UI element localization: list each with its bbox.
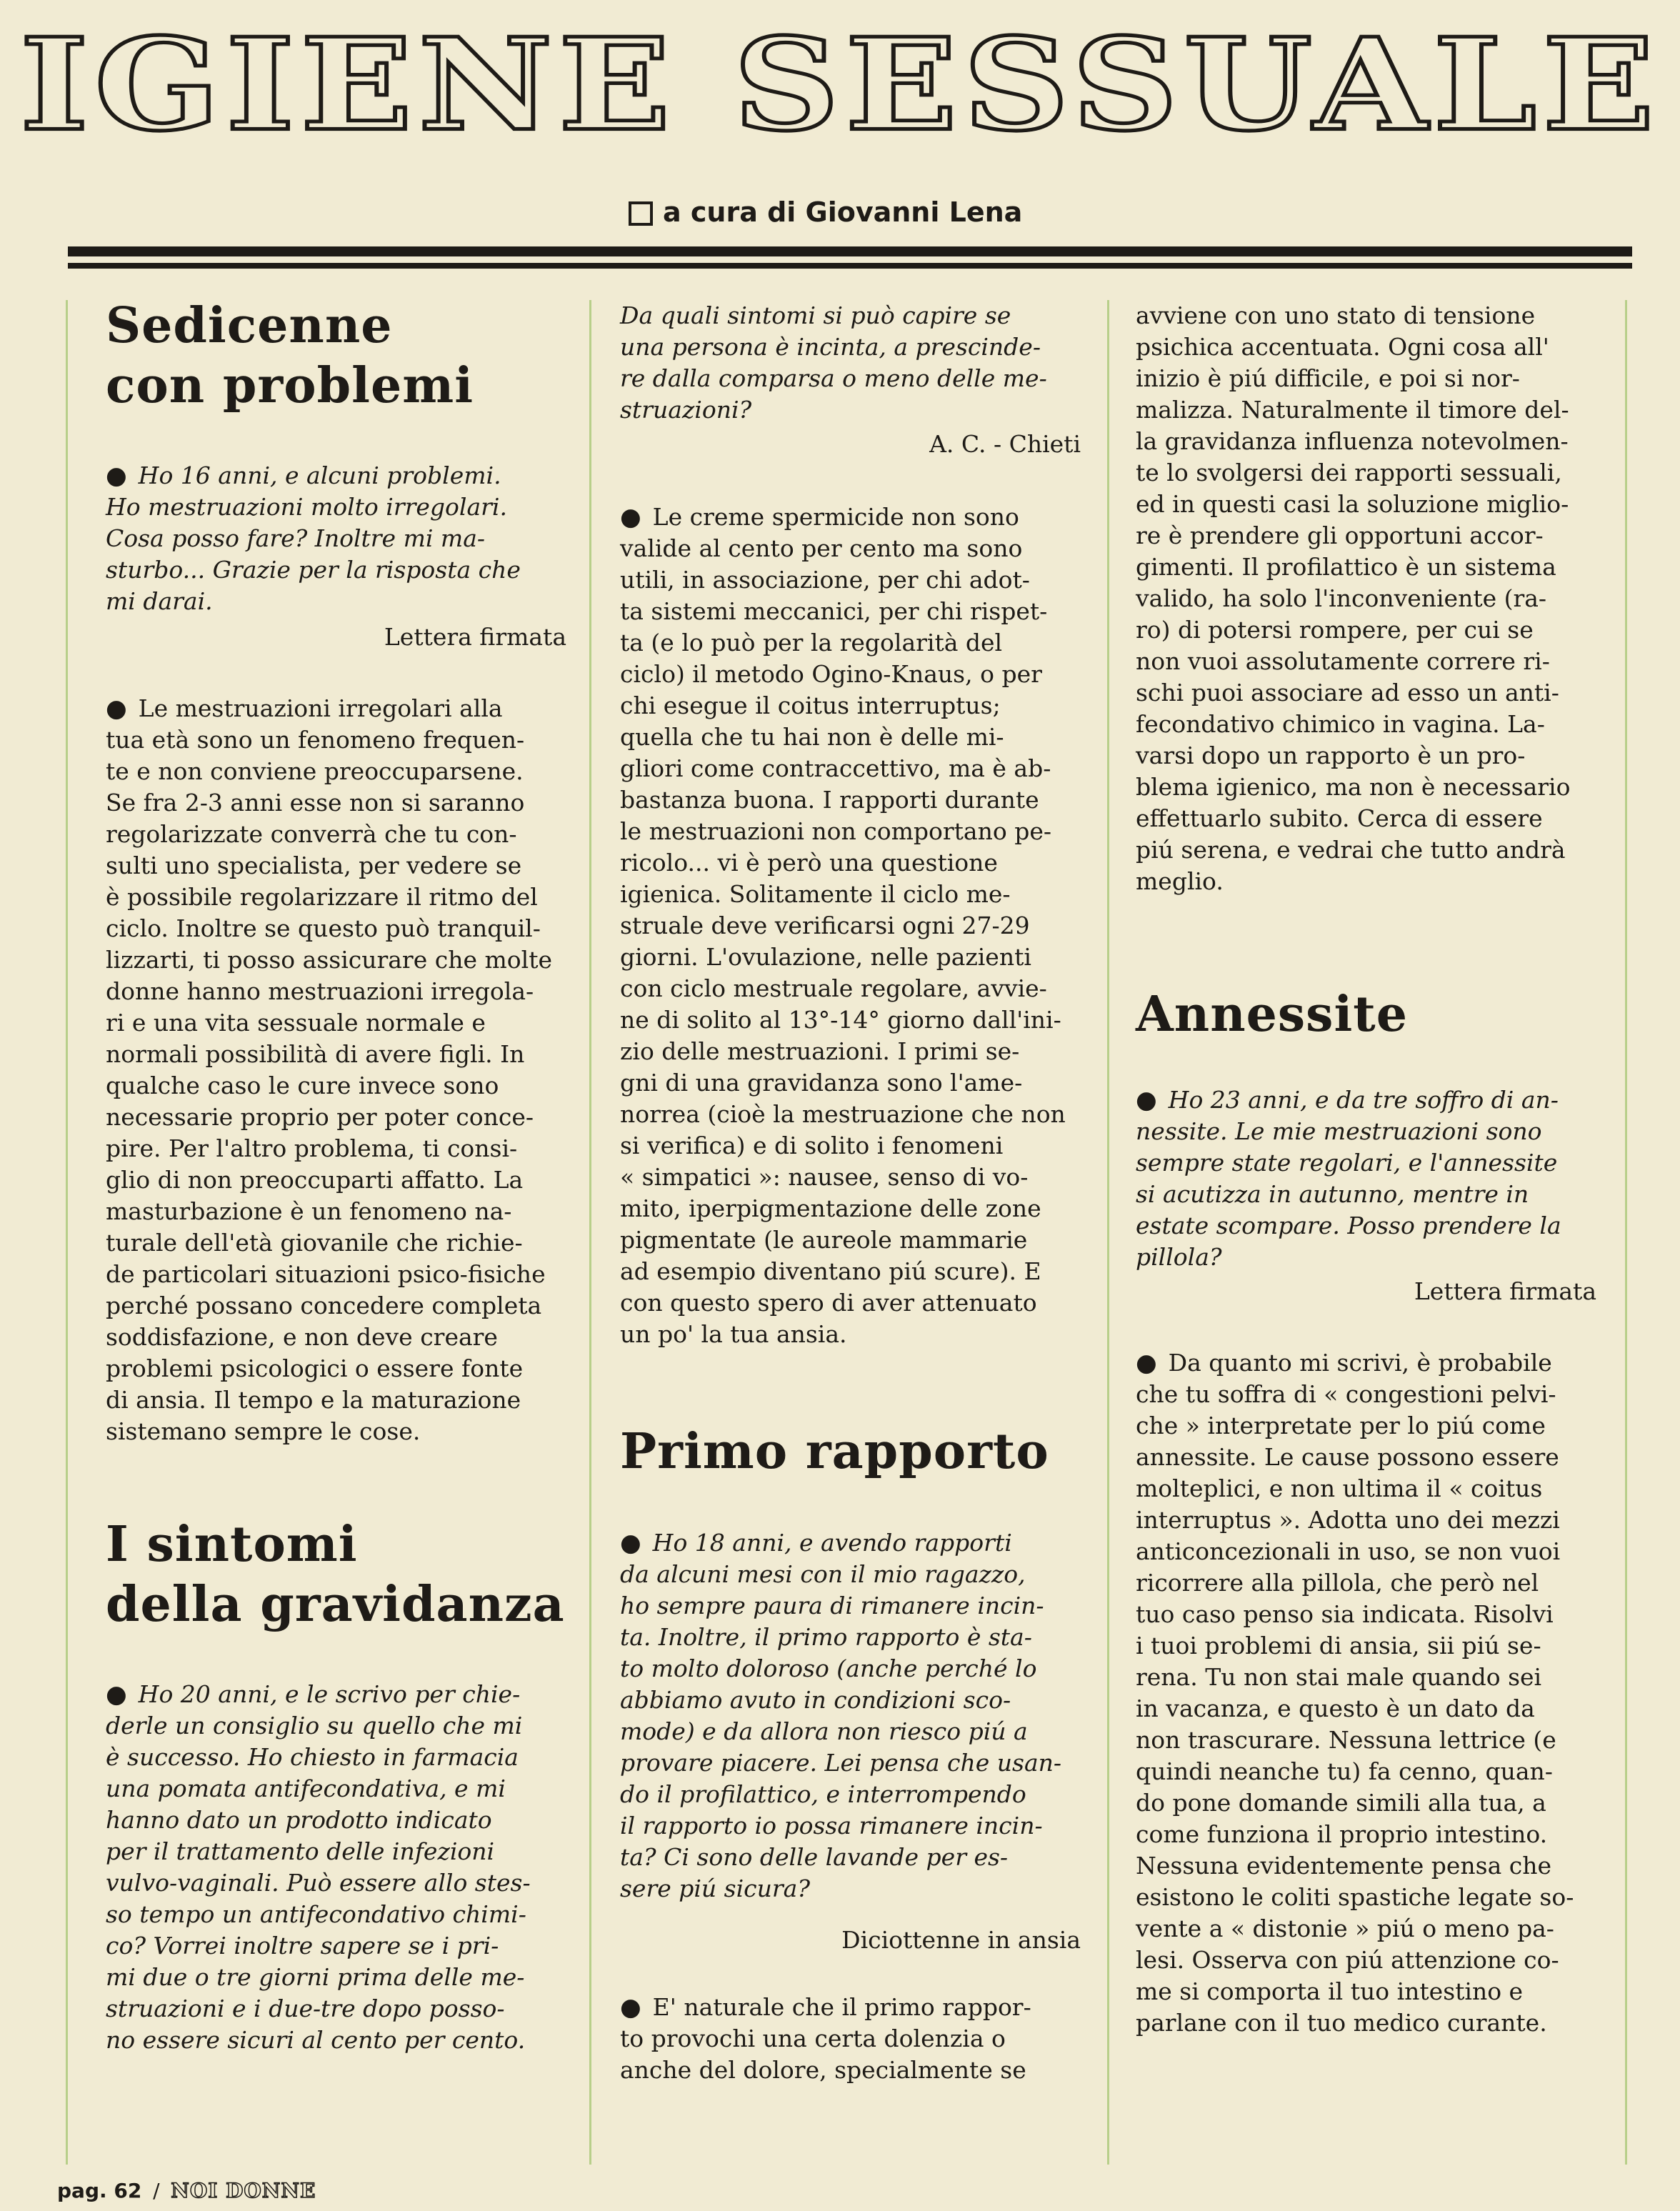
text-line: fecondativo chimico in vagina. La- — [1136, 710, 1545, 738]
text-line: mi darai. — [106, 587, 213, 615]
heading-annessite — [1136, 984, 1596, 1044]
text-line: Cosa posso fare? Inoltre mi ma- — [106, 524, 486, 552]
bullet-icon: ● — [106, 461, 127, 490]
text-line: si acutizza in autunno, mentre in — [1136, 1180, 1529, 1208]
heading-primo-rapporto — [620, 1422, 1081, 1482]
text-line: non trascurare. Nessuna lettrice (e — [1136, 1726, 1556, 1754]
text-line: giorni. L'ovulazione, nelle pazienti — [620, 943, 1031, 971]
text-line: gimenti. Il profilattico è un sistema — [1136, 553, 1556, 581]
column-divider-right — [1625, 300, 1627, 2165]
text-line: quella che tu hai non è delle mi- — [620, 723, 1004, 751]
bullet-icon: ● — [620, 1529, 641, 1557]
text-line: qualche caso le cure invece sono — [106, 1072, 499, 1099]
text-line: il rapporto io possa rimanere incin- — [620, 1812, 1043, 1840]
text-line: che » interpretate per lo piú come — [1136, 1412, 1546, 1439]
column-divider-left — [66, 300, 68, 2165]
text-line: turale dell'età giovanile che richie- — [106, 1229, 523, 1257]
text-line: una pomata antifecondativa, e mi — [106, 1775, 506, 1802]
text-line: è successo. Ho chiesto in farmacia — [106, 1743, 519, 1771]
text-line: struale deve verificarsi ogni 27-29 — [620, 912, 1030, 939]
text-line: lesi. Osserva con piú attenzione co- — [1136, 1946, 1559, 1974]
text-line: in vacanza, e questo è un dato da — [1136, 1695, 1535, 1722]
text-line: bastanza buona. I rapporti durante — [620, 786, 1039, 814]
header-rule-thick — [68, 246, 1632, 256]
text-line: sturbo... Grazie per la risposta che — [106, 556, 521, 584]
page-footer — [57, 2179, 316, 2202]
text-line: interruptus ». Adotta uno dei mezzi — [1136, 1506, 1560, 1534]
text-line: che tu soffra di « congestioni pelvi- — [1136, 1380, 1556, 1408]
text-line: avviene con uno stato di tensione — [1136, 301, 1536, 329]
text-line: to provochi una certa dolenzia o — [620, 2025, 1006, 2052]
text-line: di ansia. Il tempo e la maturazione — [106, 1386, 521, 1414]
text-line: effettuarlo subito. Cerca di essere — [1136, 804, 1543, 832]
text-line: le mestruazioni non comportano pe- — [620, 817, 1052, 845]
text-line: piú serena, e vedrai che tutto andrà — [1136, 836, 1566, 864]
text-line: ri e una vita sessuale normale e — [106, 1009, 486, 1037]
heading-line: Annessite — [1136, 986, 1408, 1043]
text-line: blema igienico, ma non è necessario — [1136, 773, 1571, 801]
text-line: no essere sicuri al cento per cento. — [106, 2026, 526, 2054]
text-line: varsi dopo un rapporto è un pro- — [1136, 742, 1526, 769]
heading-line: Primo rapporto — [620, 1423, 1049, 1480]
question-sedicenne — [106, 460, 566, 617]
text-line: do pone domande simili alla tua, a — [1136, 1789, 1546, 1817]
text-line: gni di una gravidanza sono l'ame- — [620, 1069, 1023, 1097]
text-line: pigmentate (le aureole mammarie — [620, 1226, 1028, 1254]
text-line: donne hanno mestruazioni irregola- — [106, 977, 534, 1005]
text-line: regolarizzate converrà che tu con- — [106, 820, 517, 848]
text-line: ro) di potersi rompere, per cui se — [1136, 616, 1534, 644]
byline — [629, 196, 1022, 228]
text-line: struazioni? — [620, 396, 752, 424]
bullet-icon: ● — [106, 694, 127, 723]
text-line: ricorrere alla pillola, che però nel — [1136, 1569, 1539, 1597]
answer-annessite — [1136, 1347, 1596, 2039]
text-line: te e non conviene preoccuparsene. — [106, 757, 524, 785]
text-line: tuo caso penso sia indicata. Risolvi — [1136, 1600, 1554, 1628]
footer-separator: / — [153, 2179, 160, 2202]
text-line: pillola? — [1136, 1243, 1222, 1271]
text-line: lizzarti, ti posso assicurare che molte — [106, 946, 552, 974]
text-line: do il profilattico, e interrompendo — [620, 1780, 1026, 1808]
question-primo-rapporto — [620, 1527, 1081, 1905]
text-line: Ho mestruazioni molto irregolari. — [106, 493, 507, 521]
text-line: normali possibilità di avere figli. In — [106, 1040, 525, 1068]
heading-sintomi — [106, 1514, 566, 1634]
text-line: derle un consiglio su quello che mi — [106, 1712, 523, 1740]
text-line: sempre state regolari, e l'annessite — [1136, 1149, 1558, 1177]
text-line: ● Da quanto mi scrivi, è probabile — [1136, 1349, 1552, 1377]
text-line: pire. Per l'altro problema, ti consi- — [106, 1134, 518, 1162]
text-line: anche del dolore, specialmente se — [620, 2056, 1026, 2084]
text-line: provare piacere. Lei pensa che usan- — [620, 1749, 1062, 1777]
bullet-icon: ● — [620, 503, 641, 531]
text-line: sulti uno specialista, per vedere se — [106, 852, 522, 879]
text-line: molteplici, e non ultima il « coitus — [1136, 1474, 1543, 1502]
text-line: sere piú sicura? — [620, 1875, 811, 1902]
page-number: pag. 62 — [57, 2179, 142, 2202]
text-line: ● Ho 23 anni, e da tre soffro di an- — [1136, 1086, 1559, 1114]
signature-annessite: Lettera firmata — [1414, 1277, 1596, 1305]
column-divider-1 — [589, 300, 591, 2165]
bullet-icon: ● — [620, 1993, 641, 2022]
text-line: glio di non preoccuparti affatto. La — [106, 1166, 524, 1194]
text-line: annessite. Le cause possono essere — [1136, 1443, 1559, 1471]
heading-line: Sedicenne — [106, 297, 393, 354]
text-line: ciclo) il metodo Ogino-Knaus, o per — [620, 660, 1042, 688]
text-line: tua età sono un fenomeno frequen- — [106, 726, 525, 754]
text-line: Nessuna evidentemente pensa che — [1136, 1852, 1551, 1880]
text-line: si verifica) e di solito i fenomeni — [620, 1132, 1004, 1159]
text-line: mi due o tre giorni prima delle me- — [106, 1963, 525, 1991]
text-line: un po' la tua ansia. — [620, 1320, 847, 1348]
text-line: inizio è piú difficile, e poi si nor- — [1136, 364, 1520, 392]
column-3 — [1136, 286, 1596, 2039]
text-line: malizza. Naturalmente il timore del- — [1136, 396, 1569, 424]
text-line: schi puoi associare ad esso un anti- — [1136, 679, 1559, 707]
text-line: chi esegue il coitus interruptus; — [620, 692, 1001, 719]
text-line: psichica accentuata. Ogni cosa all' — [1136, 333, 1549, 361]
text-line: gliori come contraccettivo, ma è ab- — [620, 754, 1051, 782]
answer-sintomi — [620, 501, 1081, 1350]
text-line: con questo spero di aver attenuato — [620, 1289, 1037, 1317]
text-line: problemi psicologici o essere fonte — [106, 1354, 524, 1382]
text-line: ciclo. Inoltre se questo può tranquil- — [106, 914, 541, 942]
bullet-icon: ● — [1136, 1086, 1157, 1114]
text-line: quindi neanche tu) fa cenno, quan- — [1136, 1757, 1553, 1785]
text-line: Da quali sintomi si può capire se — [620, 301, 1011, 329]
text-line: ho sempre paura di rimanere incin- — [620, 1592, 1044, 1619]
text-line: « simpatici »: nausee, senso di vo- — [620, 1163, 1029, 1191]
signature-chieti: A. C. - Chieti — [929, 430, 1081, 458]
bullet-icon: ● — [1136, 1349, 1157, 1377]
masthead-title: IGIENE SESSUALE — [19, 10, 1661, 159]
text-line: co? Vorrei inoltre sapere se i pri- — [106, 1932, 499, 1960]
text-line: valide al cento per cento ma sono — [620, 534, 1023, 562]
byline-text: a cura di Giovanni Lena — [663, 196, 1023, 228]
text-line: ● Le mestruazioni irregolari alla — [106, 694, 503, 723]
text-line: parlane con il tuo medico curante. — [1136, 2009, 1547, 2037]
text-line: ● Ho 20 anni, e le scrivo per chie- — [106, 1680, 521, 1709]
text-line: esistono le coliti spastiche legate so- — [1136, 1883, 1574, 1911]
text-line: ricolo... vi è però una questione — [620, 849, 998, 877]
text-line: utili, in associazione, per chi adot- — [620, 566, 1030, 594]
column-1 — [106, 286, 566, 2056]
text-line: per il trattamento delle infezioni — [106, 1837, 495, 1865]
answer-sedicenne — [106, 693, 566, 1447]
signature-diciottenne: Diciottenne in ansia — [841, 1926, 1081, 1954]
question-sintomi-cont — [620, 300, 1081, 426]
text-line: meglio. — [1136, 867, 1224, 895]
text-line: de particolari situazioni psico-fisiche — [106, 1260, 546, 1288]
text-line: come funziona il proprio intestino. — [1136, 1820, 1548, 1848]
checkbox-icon — [629, 201, 653, 226]
text-line: ta. Inoltre, il primo rapporto è sta- — [620, 1623, 1032, 1651]
question-sintomi — [106, 1679, 566, 2056]
text-line: te lo svolgersi dei rapporti sessuali, — [1136, 459, 1562, 486]
text-line: mode) e da allora non riesco piú a — [620, 1717, 1028, 1745]
text-line: i tuoi problemi di ansia, sii piú se- — [1136, 1632, 1541, 1660]
text-line: so tempo un antifecondativo chimi- — [106, 1900, 526, 1928]
text-line: valido, ha solo l'inconveniente (ra- — [1136, 584, 1547, 612]
bullet-icon: ● — [106, 1680, 127, 1709]
text-line: ● Ho 18 anni, e avendo rapporti — [620, 1529, 1012, 1557]
text-line: norrea (cioè la mestruazione che non — [620, 1100, 1066, 1128]
text-line: mito, iperpigmentazione delle zone — [620, 1194, 1041, 1222]
question-annessite — [1136, 1084, 1596, 1273]
text-line: ● Ho 16 anni, e alcuni problemi. — [106, 461, 501, 490]
text-line: re dalla comparsa o meno delle me- — [620, 364, 1047, 392]
text-line: igienica. Solitamente il ciclo me- — [620, 880, 1011, 908]
text-line: vente a « distonie » piú o meno pa- — [1136, 1915, 1554, 1942]
heading-line: I sintomi — [106, 1516, 358, 1573]
answer-primo-rapporto-cont — [1136, 300, 1596, 897]
text-line: necessarie proprio per poter conce- — [106, 1103, 534, 1131]
text-line: ● Le creme spermicide non sono — [620, 503, 1019, 531]
column-divider-2 — [1107, 300, 1109, 2165]
text-line: to molto doloroso (anche perché lo — [620, 1654, 1037, 1682]
text-line: da alcuni mesi con il mio ragazzo, — [620, 1560, 1026, 1588]
text-line: ta (e lo può per la regolarità del — [620, 629, 1003, 657]
text-line: abbiamo avuto in condizioni sco- — [620, 1686, 1011, 1714]
text-line: nessite. Le mie mestruazioni sono — [1136, 1117, 1542, 1145]
text-line: ne di solito al 13°-14° giorno dall'ini- — [620, 1006, 1061, 1034]
text-line: estate scompare. Posso prendere la — [1136, 1212, 1561, 1239]
text-line: struazioni e i due-tre dopo posso- — [106, 1995, 505, 2022]
text-line: zio delle mestruazioni. I primi se- — [620, 1037, 1020, 1065]
footer-brand: NOI DONNE — [171, 2179, 316, 2202]
header-rule-thin — [68, 263, 1632, 269]
text-line: ta? Ci sono delle lavande per es- — [620, 1843, 1009, 1871]
text-line: Se fra 2-3 anni esse non si saranno — [106, 789, 525, 817]
text-line: ad esempio diventano piú scure). E — [620, 1257, 1041, 1285]
text-line: con ciclo mestruale regolare, avvie- — [620, 974, 1047, 1002]
text-line: perché possano concedere completa — [106, 1292, 542, 1319]
column-2 — [620, 286, 1081, 2086]
heading-line: della gravidanza — [106, 1576, 565, 1633]
text-line: rena. Tu non stai male quando sei — [1136, 1663, 1542, 1691]
signature-sedicenne: Lettera firmata — [384, 623, 566, 651]
text-line: è possibile regolarizzare il ritmo del — [106, 883, 538, 911]
text-line: anticoncezionali in uso, se non vuoi — [1136, 1537, 1561, 1565]
text-line: soddisfazione, e non deve creare — [106, 1323, 498, 1351]
text-line: ta sistemi meccanici, per chi rispet- — [620, 597, 1048, 625]
text-line: masturbazione è un fenomeno na- — [106, 1197, 512, 1225]
text-line: sistemano sempre le cose. — [106, 1417, 421, 1445]
answer-primo-rapporto — [620, 1992, 1081, 2086]
text-line: non vuoi assolutamente correre ri- — [1136, 647, 1550, 675]
text-line: vulvo-vaginali. Può essere allo stes- — [106, 1869, 531, 1897]
masthead — [0, 10, 1680, 169]
text-line: una persona è incinta, a prescinde- — [620, 333, 1041, 361]
text-line: me si comporta il tuo intestino e — [1136, 1977, 1524, 2005]
text-line: ● E' naturale che il primo rappor- — [620, 1993, 1031, 2022]
heading-sedicenne — [106, 296, 566, 416]
text-line: hanno dato un prodotto indicato — [106, 1806, 492, 1834]
heading-line: con problemi — [106, 357, 474, 414]
text-line: la gravidanza influenza notevolmen- — [1136, 427, 1569, 455]
text-line: ed in questi casi la soluzione miglio- — [1136, 490, 1569, 518]
text-line: re è prendere gli opportuni accor- — [1136, 521, 1544, 549]
